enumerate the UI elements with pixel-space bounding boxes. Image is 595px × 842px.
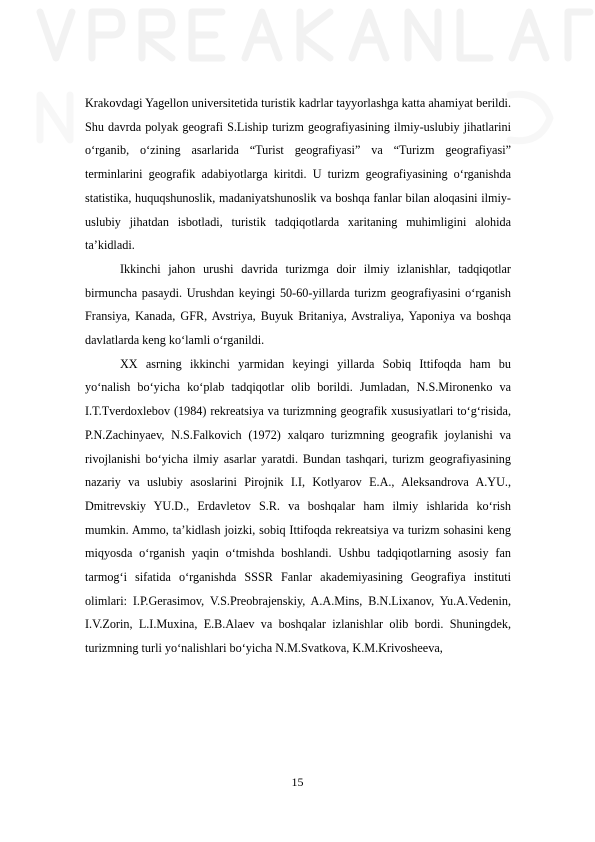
paragraph-3: XX asrning ikkinchi yarmidan keyingi yillarda Sobiq Ittifoqda ham bu yo‘nalish bo‘yicha ko‘plab tadqiqotlar olib borildi. Jumladan, N.S.Mironenko va I.T.Tverdoxlebov (1984) rekreatsiya va turizmning geografik xususiyatlari to‘g‘risida, P.N.Zachinyaev, N.S.Falkovich (1972) xalqaro turizmning geografik joylanishi va rivojlanishi bo‘yicha ilmiy asarlar yaratdi. Bundan tashqari, turizm geografiyasining nazariy va uslubiy asoslarini Pirojnik I.I, Kotlyarov E.A., Aleksandrova A.YU., Dmitrevskiy YU.D., Erdavletov S.R. va boshqalar ham ilmiy ishlarida ko‘rish mumkin. Ammo, ta’kidlash joizki, sobiq Ittifoqda rekreatsiya va turizm sohasini keng miqyosda o‘rganish yaqin o‘tmishda boshlandi. Ushbu tadqiqotlarning asosiy fan tarmog‘i sifatida o‘rganishda SSSR Fanlar akademiyasining Geografiya instituti olimlari: I.P.Gerasimov, V.S.Preobrajenskiy, A.A.Mins, B.N.Lixanov, Yu.A.Vedenin, I.V.Zorin, L.I.Muxina, E.B.Alaev va boshqalar izlanishlar olib bordi. Shuningdek, turizmning turli yo‘nalishlari bo‘yicha N.M.Svatkova, K.M.Krivosheeva,	[85, 356, 511, 656]
document-body	[85, 92, 511, 661]
paragraph-1: Krakovdagi Yagellon universitetida turistik kadrlar tayyorlashga katta ahamiyat berildi. Shu davrda polyak geografi S.Liship turizm geografiyasining ilmiy-uslubiy jihatlarini o‘rganib, o‘zining asarlarida “Turist geografiyasi” va “Turizm geografiyasi” terminlarini geografik adabiyotlarga kiritdi. U turizm geografiyasining o‘rganishda statistika, huquqshunoslik, madaniyatshunoslik va boshqa fanlar bilan aloqasini ilmiy-uslubiy jihatdan isbotladi, turistik tadqiqotlarda xaritaning muhimligini alohida ta’kidladi.	[85, 96, 511, 253]
page-number: 15	[291, 775, 304, 789]
paragraph-2: Ikkinchi jahon urushi davrida turizmga doir ilmiy izlanishlar, tadqiqotlar birmuncha pasaydi. Urushdan keyingi 50-60-yillarda turizm geografiyasini o‘rganish Fransiya, Kanada, GFR, Avstriya, Buyuk Britaniya, Avstraliya, Yaponiya va boshqa davlatlarda keng ko‘lamli o‘rganildi.	[85, 261, 511, 348]
